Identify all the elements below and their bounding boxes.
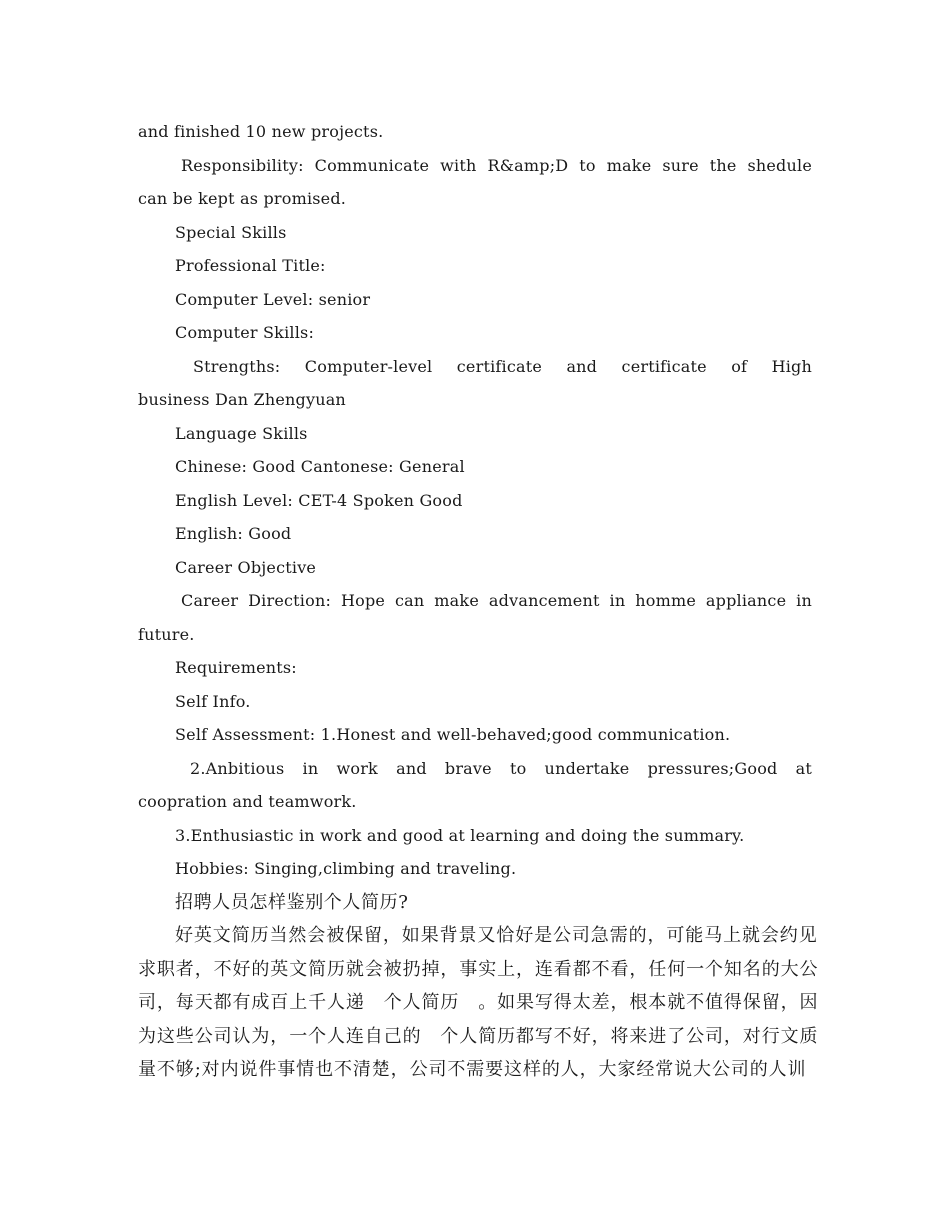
text-line: English: Good xyxy=(175,524,292,543)
text-line: coopration and teamwork. xyxy=(138,792,357,811)
section-heading: Special Skills xyxy=(175,222,287,242)
chinese-paragraph xyxy=(138,919,819,1087)
section-heading: Career Objective xyxy=(175,557,317,577)
text-line: Responsibility: Communicate with R&amp;D to make sure the shedule xyxy=(181,155,812,175)
text-line: future. xyxy=(138,624,195,644)
text-line: Requirements: xyxy=(175,658,297,677)
text-line: Computer Skills: xyxy=(175,323,315,342)
text-line: English Level: CET-4 Spoken Good xyxy=(175,490,463,510)
paragraph-line: 量不够;对内说件事情也不清楚，公司不需要这样的人，大家经常说大公司的人训 xyxy=(138,1059,807,1081)
paragraph-line: 求职者，不好的英文简历就会被扔掉，事实上，连看都不看，任何一个知名的大公 xyxy=(138,958,819,980)
text-line: Chinese: Good Cantonese: General xyxy=(175,457,465,476)
text-line: Self Assessment: 1.Honest and well-behaved;good communication. xyxy=(175,725,731,744)
text-line: Career Direction: Hope can make advancement in homme appliance in xyxy=(181,591,812,610)
section-heading: Language Skills xyxy=(175,423,308,443)
text-line: 2.Anbitious in work and brave to undertake pressures;Good at xyxy=(190,758,812,778)
paragraph-line: 为这些公司认为，一个人连自己的 个人简历都写不好，将来进了公司，对行文质 xyxy=(138,1025,819,1047)
text-line: and finished 10 new projects. xyxy=(138,122,384,141)
text-line: Hobbies: Singing,climbing and traveling. xyxy=(175,859,517,878)
text-line: business Dan Zhengyuan xyxy=(138,390,346,409)
section-heading: Self Info. xyxy=(175,691,251,711)
section-heading: 招聘人员怎样鉴别个人简历? xyxy=(175,891,409,913)
text-line: can be kept as promised. xyxy=(138,189,347,208)
paragraph-line: 好英文简历当然会被保留，如果背景又恰好是公司急需的，可能马上就会约见 xyxy=(175,925,818,946)
document-page xyxy=(138,115,819,1087)
text-line: Strengths: Computer-level certificate and certificate of High xyxy=(193,356,812,376)
text-line: Computer Level: senior xyxy=(175,289,371,309)
paragraph-line: 司，每天都有成百上千人递 个人简历 。如果写得太差，根本就不值得保留，因 xyxy=(138,992,819,1014)
text-line: 3.Enthusiastic in work and good at learning and doing the summary. xyxy=(175,825,745,845)
text-line: Professional Title: xyxy=(175,256,326,275)
